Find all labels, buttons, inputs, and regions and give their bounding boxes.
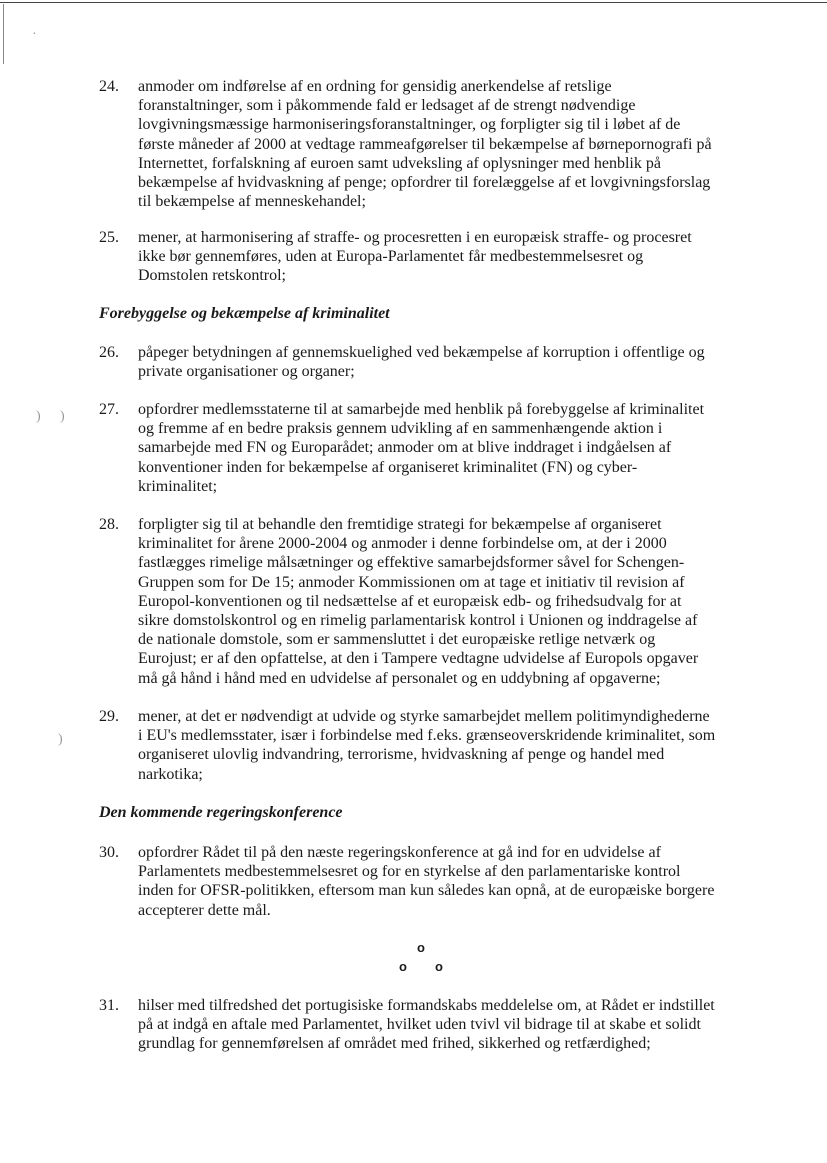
text-line: Domstolen retskontrol; [138, 267, 286, 285]
text-line: første måneder af 2000 at vedtage rammeafgørelser til bekæmpelse af børnepornografi på [138, 135, 712, 153]
paragraph-number: 28. [99, 516, 119, 533]
paragraph-number: 29. [99, 708, 119, 725]
paragraph-number: 31. [99, 997, 119, 1014]
paragraph-text [138, 228, 752, 286]
paragraph-text [138, 996, 752, 1054]
text-line: organiseret ulovlig indvandring, terrorisme, hvidvaskning af penge og handel med [138, 746, 665, 764]
text-line: Eurojust; er af den opfattelse, at den i Tampere vedtagne udvidelse af Europols opgaver [138, 650, 699, 668]
text-line: lovgivningsmæssige harmoniseringsforanstaltninger, og forpligter sig til i løbet af de [138, 116, 681, 134]
paragraph-text [138, 400, 752, 496]
text-line: til bekæmpelse af menneskehandel; [138, 193, 366, 211]
text-line: opfordrer Rådet til på den næste regeringskonference at gå ind for en udvidelse af [138, 844, 661, 861]
separator-circle: o [417, 940, 425, 955]
paragraph-text [138, 77, 752, 211]
text-line: Europol-konventionen og til nedsættelse af et europæisk edb- og frihedsudvalg for at [138, 592, 682, 610]
scan-artifact: ) [36, 409, 41, 424]
text-line: må gå hånd i hånd med en udvidelse af personalet og en uddybning af opgaverne; [138, 669, 661, 687]
separator-circle: o [435, 959, 443, 974]
text-line: Parlamentets medbestemmelsesret og for en styrkelse af den parlamentariske kontrol [138, 863, 681, 881]
text-line: fastlægges rimelige målsætninger og effektive samarbejdsformer såvel for Schengen- [138, 554, 685, 572]
text-line: de nationale domstole, som er sammensluttet i det europæiske retlige netværk og [138, 631, 656, 649]
paragraph-number: 25. [99, 229, 119, 246]
text-line: accepterer dette mål. [138, 901, 271, 919]
paragraph-number: 27. [99, 401, 119, 418]
text-line: grundlag for gennemførelsen af området med frihed, sikkerhed og retfærdighed; [138, 1035, 651, 1053]
top-border-line [0, 2, 827, 3]
text-line: foranstaltninger, som i påkommende fald er ledsaget af de strengt nødvendige [138, 97, 636, 115]
text-line: hilser med tilfredshed det portugisiske formandskabs meddelelse om, at Rådet er indstillet [138, 997, 715, 1014]
text-line: kriminalitet; [138, 477, 218, 495]
text-line: sikre domstolskontrol og en rimelig parlamentarisk kontrol i Unionen og inddragelse af [138, 612, 698, 630]
section-heading: Forebyggelse og bekæmpelse af kriminalitet [99, 305, 390, 322]
scan-artifact: ) [60, 409, 65, 424]
text-line: private organisationer og organer; [138, 363, 355, 381]
text-line: konventioner inden for bekæmpelse af organiseret kriminalitet (FN) og cyber- [138, 458, 638, 476]
text-line: forpligter sig til at behandle den fremtidige strategi for bekæmpelse af organiseret [138, 516, 662, 533]
text-line: mener, at det er nødvendigt at udvide og styrke samarbejdet mellem politimyndighederne [138, 708, 710, 725]
text-line: Gruppen som for De 15; anmoder Kommissionen om at tage et initiativ til revision af [138, 573, 685, 591]
text-line: på at indgå en aftale med Parlamentet, hvilket uden tvivl vil bidrage til at skabe et solidt [138, 1016, 701, 1034]
scan-artifact: ) [58, 732, 63, 747]
text-line: samarbejde med FN og Europarådet; anmoder om at blive inddraget i indgåelsen af [138, 439, 672, 457]
paragraph-text [138, 343, 752, 381]
text-line: Internettet, forfalskning af euroen samt udveksling af oplysninger med henblik på [138, 154, 661, 172]
text-line: narkotika; [138, 765, 203, 783]
text-line: påpeger betydningen af gennemskuelighed ved bekæmpelse af korruption i offentlige og [138, 344, 705, 361]
separator-circle: o [399, 959, 407, 974]
paragraph-number: 26. [99, 344, 119, 361]
text-line: kriminalitet for årene 2000-2004 og anmoder i denne forbindelse om, at der i 2000 [138, 535, 667, 553]
scan-artifact: · [32, 27, 37, 42]
text-line: mener, at harmonisering af straffe- og procesretten i en europæisk straffe- og procesret [138, 229, 692, 246]
paragraph-text [138, 707, 752, 784]
text-line: i EU's medlemsstater, især i forbindelse med f.eks. grænseoverskridende kriminalitet, som [138, 727, 716, 745]
text-line: og fremme af en bedre praksis gennem udvikling af en sammenhængende aktion i [138, 420, 663, 438]
paragraph-number: 24. [99, 78, 119, 95]
text-line: ikke bør gennemføres, uden at Europa-Parlamentet får medbestemmelsesret og [138, 248, 644, 266]
left-border-line [3, 4, 4, 64]
paragraph-text [138, 843, 752, 920]
text-line: opfordrer medlemsstaterne til at samarbejde med henblik på forebyggelse af kriminalitet [138, 401, 705, 418]
paragraph-number: 30. [99, 844, 119, 861]
text-line: inden for OFSR-politikken, eftersom man kun således kan opnå, at de europæiske borgere [138, 882, 715, 900]
text-line: bekæmpelse af hvidvaskning af penge; opfordrer til forelæggelse af et lovgivningsforslag [138, 174, 711, 192]
section-heading: Den kommende regeringskonference [99, 804, 343, 821]
section-separator [380, 940, 460, 980]
text-line: anmoder om indførelse af en ordning for gensidig anerkendelse af retslige [138, 78, 612, 95]
paragraph-text [138, 515, 752, 688]
